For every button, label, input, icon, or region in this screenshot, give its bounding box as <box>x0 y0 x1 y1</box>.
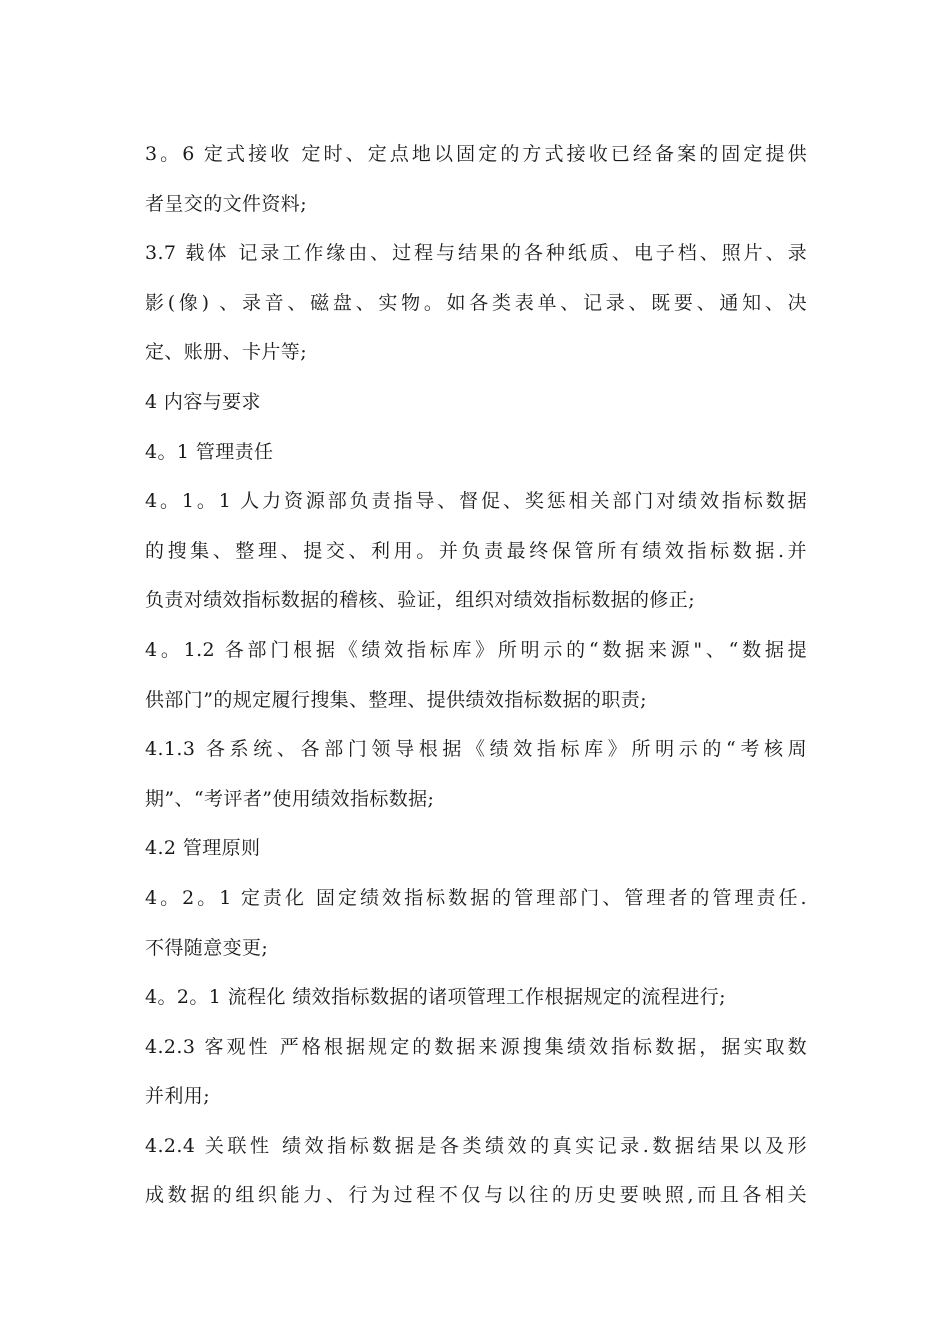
text-line-4-1-3-end: 期”、“考评者”使用绩效指标数据; <box>145 787 435 810</box>
text-line-4-2-4-start: 4.2.4 关联性 绩效指标数据是各类绩效的真实记录.数据结果以及形 <box>145 1134 807 1157</box>
text-line-3-6-start: 3。6 定式接收 定时、定点地以固定的方式接收已经备案的固定提供 <box>145 143 807 165</box>
document-body <box>145 130 807 1221</box>
text-line-3-7-middle: 影(像) 、录音、磁盘、实物。如各类表单、记录、既要、通知、决 <box>145 291 807 314</box>
text-line-4-2-3-end: 并利用; <box>145 1085 211 1108</box>
section-heading-4: 4 内容与要求 <box>145 390 261 413</box>
text-line-4-2-3-start: 4.2.3 客观性 严格根据规定的数据来源搜集绩效指标数据，据实取数 <box>145 1035 807 1058</box>
text-line-4-1-2-end: 供部门”的规定履行搜集、整理、提供绩效指标数据的职责; <box>145 688 647 711</box>
text-line-4-2-1-start: 4。2。1 定责化 固定绩效指标数据的管理部门、管理者的管理责任. <box>145 886 807 909</box>
subsection-heading-4-2: 4.2 管理原则 <box>145 837 261 860</box>
text-line-3-7-start: 3.7 载体 记录工作缘由、过程与结果的各种纸质、电子档、照片、录 <box>145 242 807 265</box>
text-line-4-1-3-start: 4.1.3 各系统、各部门领导根据《绩效指标库》所明示的“考核周 <box>145 738 807 761</box>
text-line-4-1-1-middle: 的搜集、整理、提交、利用。并负责最终保管所有绩效指标数据.并 <box>145 539 807 562</box>
text-line-3-7-end: 定、账册、卡片等; <box>145 341 308 364</box>
text-line-4-2-1b: 4。2。1 流程化 绩效指标数据的诸项管理工作根据规定的流程进行; <box>145 986 726 1009</box>
text-line-4-1-2-start: 4。1.2 各部门根据《绩效指标库》所明示的“数据来源"、“数据提 <box>145 638 807 661</box>
text-line-3-6-end: 者呈交的文件资料; <box>145 192 308 215</box>
text-line-4-1-1-end: 负责对绩效指标数据的稽核、验证，组织对绩效指标数据的修正; <box>145 589 696 612</box>
text-line-4-1-1-start: 4。1。1 人力资源部负责指导、督促、奖惩相关部门对绩效指标数据 <box>145 490 807 513</box>
subsection-heading-4-1: 4。1 管理责任 <box>145 440 274 463</box>
text-line-4-2-4-middle: 成数据的组织能力、行为过程不仅与以往的历史要映照,而且各相关 <box>145 1184 807 1207</box>
text-line-4-2-1-end: 不得随意变更; <box>145 936 269 959</box>
